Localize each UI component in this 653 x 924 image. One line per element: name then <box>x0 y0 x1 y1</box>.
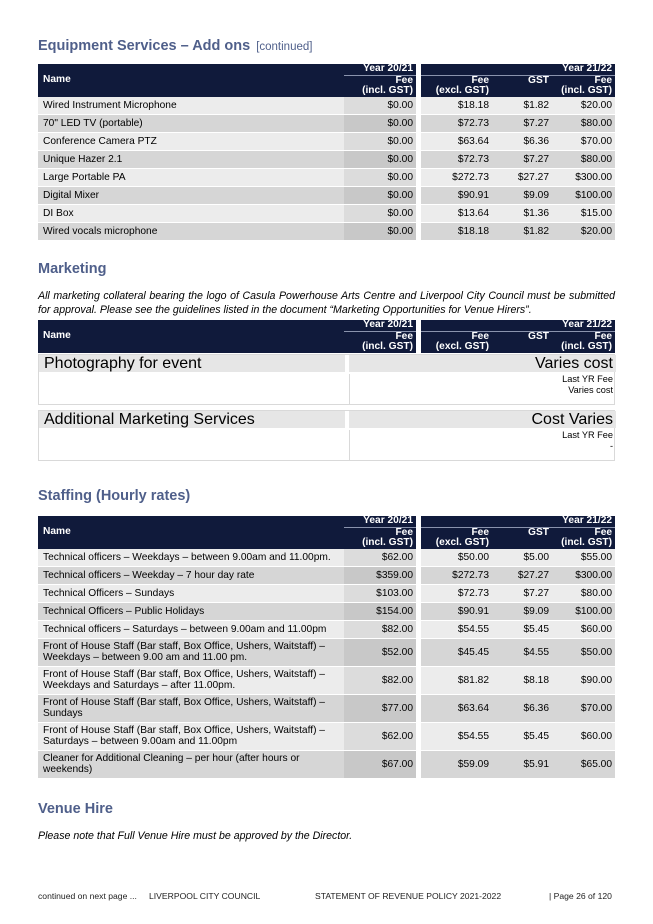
header-gst: GST <box>492 528 552 549</box>
marketing-item-name: Photography for event <box>39 355 345 372</box>
row-fee-2021: $82.00 <box>344 620 416 638</box>
row-fee-excl: $59.09 <box>421 750 492 778</box>
staffing-fee-table <box>38 516 615 779</box>
footer-document: STATEMENT OF REVENUE POLICY 2021-2022 <box>315 891 502 901</box>
header-year2: Year 21/22 <box>421 320 615 332</box>
staffing-rows <box>38 549 615 779</box>
header-gst: GST <box>492 76 552 97</box>
row-fee-2021: $0.00 <box>344 97 416 115</box>
row-fee-incl: $300.00 <box>552 566 615 584</box>
header-y1-fee: Fee (incl. GST) <box>344 76 416 97</box>
row-gst: $5.45 <box>492 722 552 750</box>
row-gst: $4.55 <box>492 638 552 666</box>
row-fee-incl: $15.00 <box>552 204 615 222</box>
header-fee-excl: Fee (excl. GST) <box>421 528 492 549</box>
row-gst: $9.09 <box>492 186 552 204</box>
row-gst: $27.27 <box>492 168 552 186</box>
row-gst: $6.36 <box>492 694 552 722</box>
row-fee-2021: $82.00 <box>344 666 416 694</box>
marketing-last-year <box>349 374 616 404</box>
row-gst: $1.36 <box>492 204 552 222</box>
row-fee-excl: $81.82 <box>421 666 492 694</box>
row-fee-incl: $80.00 <box>552 114 615 132</box>
row-fee-excl: $90.91 <box>421 186 492 204</box>
row-fee-incl: $300.00 <box>552 168 615 186</box>
row-fee-excl: $13.64 <box>421 204 492 222</box>
staffing-section-title: Staffing (Hourly rates) <box>38 488 191 504</box>
header-year1: Year 20/21 <box>344 64 416 76</box>
marketing-item-name: Additional Marketing Services <box>39 411 345 428</box>
marketing-item-value: Varies cost <box>349 355 616 372</box>
row-fee-excl: $50.00 <box>421 549 492 567</box>
row-fee-2021: $62.00 <box>344 549 416 567</box>
row-fee-2021: $62.00 <box>344 722 416 750</box>
row-fee-excl: $54.55 <box>421 722 492 750</box>
row-fee-incl: $65.00 <box>552 750 615 778</box>
marketing-note: All marketing collateral bearing the logo of Casula Powerhouse Arts Centre and Liverpool City Council must be submitted for approval. Please see the guidelines listed in the document “Marketing Opportunities for Venue Hirers”. <box>38 290 615 316</box>
row-fee-excl: $272.73 <box>421 168 492 186</box>
last-year-label: Last YR Fee <box>562 374 613 384</box>
header-fee-incl: Fee (incl. GST) <box>552 332 615 353</box>
table-row <box>38 186 615 204</box>
row-fee-excl: $54.55 <box>421 620 492 638</box>
header-year2: Year 21/22 <box>421 516 615 528</box>
row-name: Conference Camera PTZ <box>38 132 344 150</box>
row-fee-excl: $63.64 <box>421 694 492 722</box>
row-fee-2021: $0.00 <box>344 222 416 240</box>
row-name: Front of House Staff (Bar staff, Box Office, Ushers, Waitstaff) – Weekdays – between 9.00 am and 11.00 pm. <box>38 638 344 666</box>
row-fee-excl: $72.73 <box>421 150 492 168</box>
row-name: Technical officers – Saturdays – between 9.00am and 11.00pm <box>38 620 344 638</box>
row-fee-excl: $45.45 <box>421 638 492 666</box>
row-gst: $5.00 <box>492 549 552 567</box>
table-row <box>38 566 615 584</box>
row-fee-2021: $77.00 <box>344 694 416 722</box>
marketing-fee-table <box>38 320 615 353</box>
row-name: Wired Instrument Microphone <box>38 97 344 115</box>
row-fee-incl: $60.00 <box>552 620 615 638</box>
header-gst: GST <box>492 332 552 353</box>
row-name: Front of House Staff (Bar staff, Box Office, Ushers, Waitstaff) – Sundays <box>38 694 344 722</box>
table-row <box>38 222 615 240</box>
footer-page-number: | Page 26 of 120 <box>549 891 612 901</box>
table-row <box>38 666 615 694</box>
table-row <box>38 620 615 638</box>
row-fee-2021: $52.00 <box>344 638 416 666</box>
row-fee-incl: $90.00 <box>552 666 615 694</box>
row-fee-2021: $0.00 <box>344 168 416 186</box>
row-fee-excl: $63.64 <box>421 132 492 150</box>
row-fee-incl: $70.00 <box>552 694 615 722</box>
marketing-section-title: Marketing <box>38 261 107 277</box>
row-fee-excl: $272.73 <box>421 566 492 584</box>
table-row <box>38 97 615 115</box>
row-fee-2021: $0.00 <box>344 150 416 168</box>
row-fee-2021: $154.00 <box>344 602 416 620</box>
row-name: Unique Hazer 2.1 <box>38 150 344 168</box>
row-name: Technical officers – Weekdays – between 9.00am and 11.00pm. <box>38 549 344 567</box>
equipment-section-title <box>38 38 312 54</box>
header-name: Name <box>38 516 344 549</box>
row-gst: $27.27 <box>492 566 552 584</box>
footer-council: LIVERPOOL CITY COUNCIL <box>149 891 261 901</box>
row-gst: $5.91 <box>492 750 552 778</box>
row-fee-incl: $50.00 <box>552 638 615 666</box>
row-fee-2021: $0.00 <box>344 114 416 132</box>
row-fee-incl: $100.00 <box>552 602 615 620</box>
row-fee-excl: $18.18 <box>421 97 492 115</box>
row-name: Technical officers – Weekday – 7 hour day rate <box>38 566 344 584</box>
row-name: 70" LED TV (portable) <box>38 114 344 132</box>
row-fee-2021: $103.00 <box>344 584 416 602</box>
row-fee-excl: $72.73 <box>421 114 492 132</box>
row-fee-incl: $80.00 <box>552 584 615 602</box>
table-row <box>38 132 615 150</box>
table-row <box>38 638 615 666</box>
row-fee-2021: $0.00 <box>344 186 416 204</box>
table-row <box>38 114 615 132</box>
equipment-rows <box>38 97 615 241</box>
row-gst: $5.45 <box>492 620 552 638</box>
header-fee-incl: Fee (incl. GST) <box>552 528 615 549</box>
row-name: DI Box <box>38 204 344 222</box>
row-gst: $1.82 <box>492 97 552 115</box>
row-fee-incl: $100.00 <box>552 186 615 204</box>
last-year-value: - <box>609 441 613 451</box>
row-fee-incl: $70.00 <box>552 132 615 150</box>
row-fee-incl: $20.00 <box>552 222 615 240</box>
table-row <box>38 602 615 620</box>
header-year2: Year 21/22 <box>421 64 615 76</box>
row-fee-2021: $0.00 <box>344 132 416 150</box>
venue-hire-section-title: Venue Hire <box>38 801 113 817</box>
row-name: Front of House Staff (Bar staff, Box Office, Ushers, Waitstaff) – Saturdays – between 9.00am and 11.00pm <box>38 722 344 750</box>
row-gst: $9.09 <box>492 602 552 620</box>
row-fee-excl: $18.18 <box>421 222 492 240</box>
row-fee-2021: $359.00 <box>344 566 416 584</box>
table-row <box>38 694 615 722</box>
row-name: Large Portable PA <box>38 168 344 186</box>
row-fee-2021: $0.00 <box>344 204 416 222</box>
table-row <box>38 722 615 750</box>
row-name: Technical Officers – Sundays <box>38 584 344 602</box>
continued-label: [continued] <box>256 41 313 53</box>
row-gst: $7.27 <box>492 114 552 132</box>
row-name: Technical Officers – Public Holidays <box>38 602 344 620</box>
row-fee-incl: $55.00 <box>552 549 615 567</box>
header-y1-fee: Fee (incl. GST) <box>344 528 416 549</box>
header-year1: Year 20/21 <box>344 320 416 332</box>
header-y1-fee: Fee (incl. GST) <box>344 332 416 353</box>
row-fee-incl: $80.00 <box>552 150 615 168</box>
table-row <box>38 150 615 168</box>
marketing-item-value: Cost Varies <box>349 411 616 428</box>
row-gst: $7.27 <box>492 584 552 602</box>
marketing-last-year <box>349 430 616 460</box>
table-row <box>38 549 615 567</box>
marketing-item-additional <box>38 410 615 461</box>
row-name: Cleaner for Additional Cleaning – per hour (after hours or weekends) <box>38 750 344 778</box>
table-row <box>38 168 615 186</box>
row-gst: $1.82 <box>492 222 552 240</box>
row-fee-incl: $60.00 <box>552 722 615 750</box>
header-name: Name <box>38 64 344 97</box>
row-name: Wired vocals microphone <box>38 222 344 240</box>
table-row <box>38 584 615 602</box>
row-fee-incl: $20.00 <box>552 97 615 115</box>
marketing-item-photography <box>38 354 615 405</box>
header-fee-incl: Fee (incl. GST) <box>552 76 615 97</box>
header-name: Name <box>38 320 344 353</box>
row-gst: $7.27 <box>492 150 552 168</box>
row-fee-excl: $90.91 <box>421 602 492 620</box>
venue-hire-note: Please note that Full Venue Hire must be approved by the Director. <box>38 830 353 842</box>
row-gst: $8.18 <box>492 666 552 694</box>
header-fee-excl: Fee (excl. GST) <box>421 76 492 97</box>
equipment-title-text: Equipment Services – Add ons <box>38 38 251 54</box>
last-year-label: Last YR Fee <box>562 430 613 440</box>
row-name: Digital Mixer <box>38 186 344 204</box>
last-year-value: Varies cost <box>568 385 613 395</box>
equipment-fee-table <box>38 64 615 241</box>
row-name: Front of House Staff (Bar staff, Box Office, Ushers, Waitstaff) – Weekdays and Saturdays – after 11.00pm. <box>38 666 344 694</box>
table-row <box>38 750 615 778</box>
table-row <box>38 204 615 222</box>
row-fee-excl: $72.73 <box>421 584 492 602</box>
footer-continued: continued on next page ... <box>38 891 137 901</box>
row-fee-2021: $67.00 <box>344 750 416 778</box>
row-gst: $6.36 <box>492 132 552 150</box>
header-year1: Year 20/21 <box>344 516 416 528</box>
header-fee-excl: Fee (excl. GST) <box>421 332 492 353</box>
